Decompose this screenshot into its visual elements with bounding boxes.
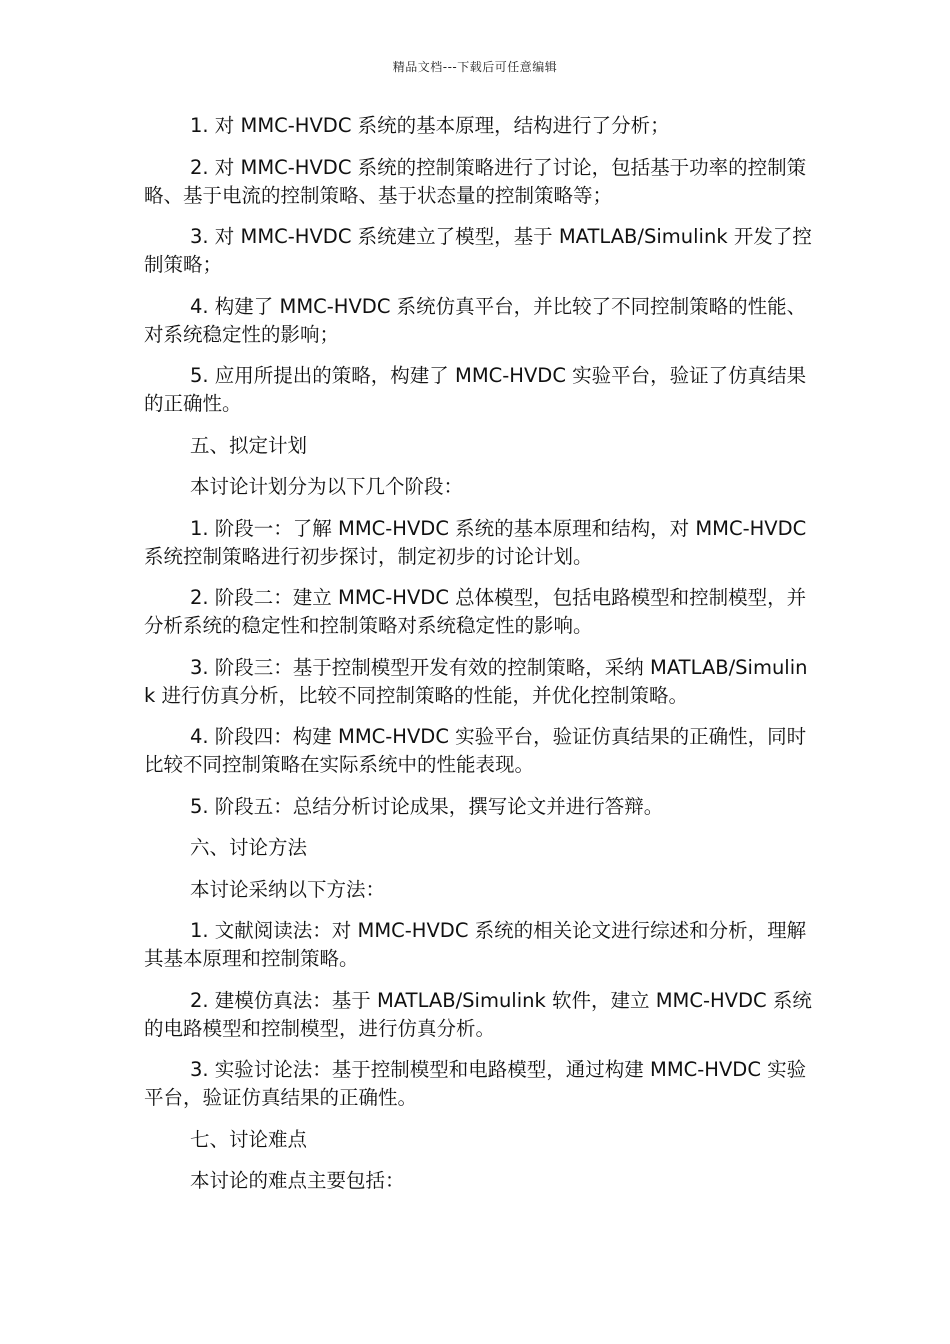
paragraph: 本讨论采纳以下方法： [190,877,386,901]
list-item: 3. 阶段三：基于控制模型开发有效的控制策略，采纳 MATLAB/Simulink 进行仿真分析，比较不同控制策略的性能，并优化控制策略。 [144,655,808,707]
list-item: 2. 建模仿真法：基于 MATLAB/Simulink 软件，建立 MMC-HVDC 系统的电路模型和控制模型，进行仿真分析。 [144,988,812,1040]
list-item: 1. 文献阅读法：对 MMC-HVDC 系统的相关论文进行综述和分析，理解其基本原理和控制策略。 [144,919,807,970]
list-item: 2. 阶段二：建立 MMC-HVDC 总体模型，包括电路模型和控制模型，并分析系统的稳定性和控制策略对系统稳定性的影响。 [144,586,807,637]
page-header: 精品文档---下载后可任意编辑 [392,60,558,74]
section-heading: 七、讨论难点 [190,1127,308,1151]
paragraph: 本讨论计划分为以下几个阶段： [190,475,464,498]
list-item: 4. 构建了 MMC-HVDC 系统仿真平台，并比较了不同控制策略的性能、对系统稳定性的影响； [144,294,807,346]
list-item: 3. 实验讨论法：基于控制模型和电路模型，通过构建 MMC-HVDC 实验平台，验证仿真结果的正确性。 [144,1058,807,1109]
list-item: 2. 对 MMC-HVDC 系统的控制策略进行了讨论，包括基于功率的控制策略、基于电流的控制策略、基于状态量的控制策略等； [144,155,807,207]
paragraph: 本讨论的难点主要包括： [190,1169,405,1192]
document-body [144,112,812,1209]
list-item: 1. 阶段一：了解 MMC-HVDC 系统的基本原理和结构，对 MMC-HVDC 系统控制策略进行初步探讨，制定初步的讨论计划。 [144,516,807,568]
section-heading: 五、拟定计划 [190,433,308,457]
list-item: 3. 对 MMC-HVDC 系统建立了模型，基于 MATLAB/Simulink 开发了控制策略； [144,225,812,276]
list-item: 4. 阶段四：构建 MMC-HVDC 实验平台，验证仿真结果的正确性，同时比较不同控制策略在实际系统中的性能表现。 [144,725,807,776]
list-item: 5. 应用所提出的策略，构建了 MMC-HVDC 实验平台，验证了仿真结果的正确性。 [144,364,807,415]
list-item: 1. 对 MMC-HVDC 系统的基本原理，结构进行了分析； [190,114,670,137]
section-heading: 六、讨论方法 [190,836,308,859]
list-item: 5. 阶段五：总结分析讨论成果，撰写论文并进行答辩。 [190,794,664,818]
